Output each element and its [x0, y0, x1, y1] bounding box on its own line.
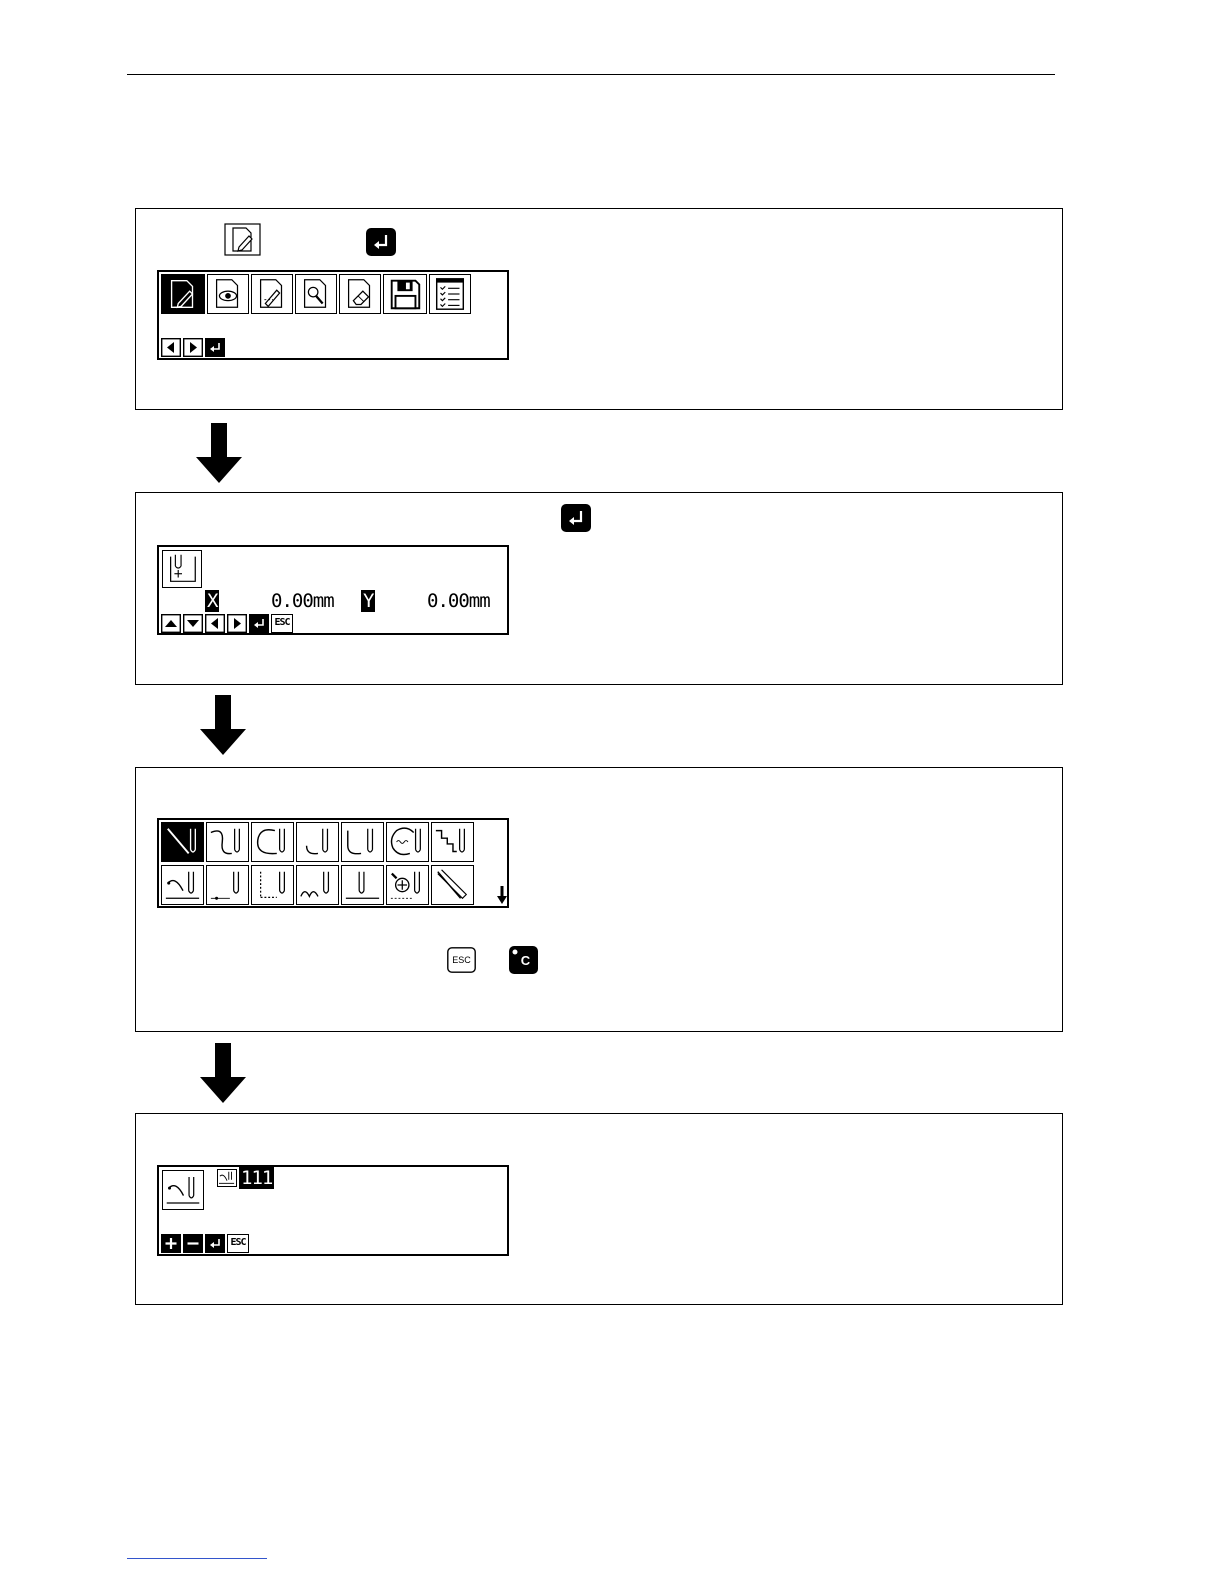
coord-y-value: 0.00mm: [427, 590, 490, 612]
enter-button-icon: [366, 228, 396, 256]
feed-stitch-icon[interactable]: [161, 865, 204, 905]
checklist-icon[interactable]: [429, 274, 471, 314]
enter-key[interactable]: [205, 1234, 225, 1253]
plus-key[interactable]: [161, 1234, 181, 1253]
floppy-disk-icon[interactable]: [383, 274, 427, 314]
corner-stitch-icon[interactable]: [296, 822, 339, 862]
up-arrow-key[interactable]: [161, 614, 181, 633]
coord-x-value: 0.00mm: [271, 590, 334, 612]
value-entry-lcd: [157, 1165, 509, 1256]
minus-key[interactable]: [183, 1234, 203, 1253]
down-arrow-key[interactable]: [183, 614, 203, 633]
enter-key[interactable]: [205, 338, 225, 357]
circle-stitch-icon[interactable]: [386, 822, 429, 862]
menu-lcd: [157, 270, 509, 360]
down-arrow-icon: [200, 1043, 246, 1103]
coord-x-label: X: [207, 590, 218, 612]
straight-stitch-icon[interactable]: [341, 865, 384, 905]
delete-data-icon[interactable]: [339, 274, 381, 314]
esc-key[interactable]: ESC: [271, 614, 293, 633]
dotted-stitch-icon[interactable]: [251, 865, 294, 905]
create-data-icon[interactable]: [161, 274, 205, 314]
small-stitch-icon: [217, 1169, 237, 1187]
zigzag-stitch-icon[interactable]: [431, 822, 474, 862]
enter-button-icon: [561, 504, 591, 532]
down-arrow-icon: [196, 423, 242, 483]
stitch-value: 111: [241, 1167, 273, 1189]
right-arrow-key[interactable]: [183, 338, 203, 357]
u-stitch-icon[interactable]: [341, 822, 384, 862]
clear-button-icon: C: [509, 946, 538, 974]
point-stitch-icon[interactable]: [206, 865, 249, 905]
feed-stitch-icon: [162, 1170, 204, 1210]
coord-y-label: Y: [363, 590, 374, 612]
curve-stitch-icon[interactable]: [206, 822, 249, 862]
line-stitch-icon[interactable]: [161, 822, 204, 862]
diagonal-stitch-icon[interactable]: [431, 865, 474, 905]
left-arrow-key[interactable]: [205, 614, 225, 633]
needle-origin-icon: [162, 550, 202, 588]
coordinate-lcd: [157, 545, 509, 635]
left-arrow-key[interactable]: [161, 338, 181, 357]
header-rule: [127, 74, 1055, 75]
tool-icon[interactable]: [295, 274, 337, 314]
view-data-icon[interactable]: [207, 274, 249, 314]
create-data-button-icon: [224, 223, 261, 256]
esc-key[interactable]: ESC: [227, 1234, 249, 1253]
enter-key[interactable]: [249, 614, 269, 633]
origin-stitch-icon[interactable]: [386, 865, 429, 905]
arc-stitch-icon[interactable]: [251, 822, 294, 862]
right-arrow-key[interactable]: [227, 614, 247, 633]
footer-link-rule: [127, 1558, 267, 1559]
down-arrow-icon: [200, 695, 246, 755]
stitch-pattern-lcd: [157, 818, 509, 908]
edit-data-icon[interactable]: [251, 274, 293, 314]
esc-button-icon: ESC: [447, 947, 476, 973]
scroll-down-icon[interactable]: [497, 886, 507, 904]
scallop-stitch-icon[interactable]: [296, 865, 339, 905]
